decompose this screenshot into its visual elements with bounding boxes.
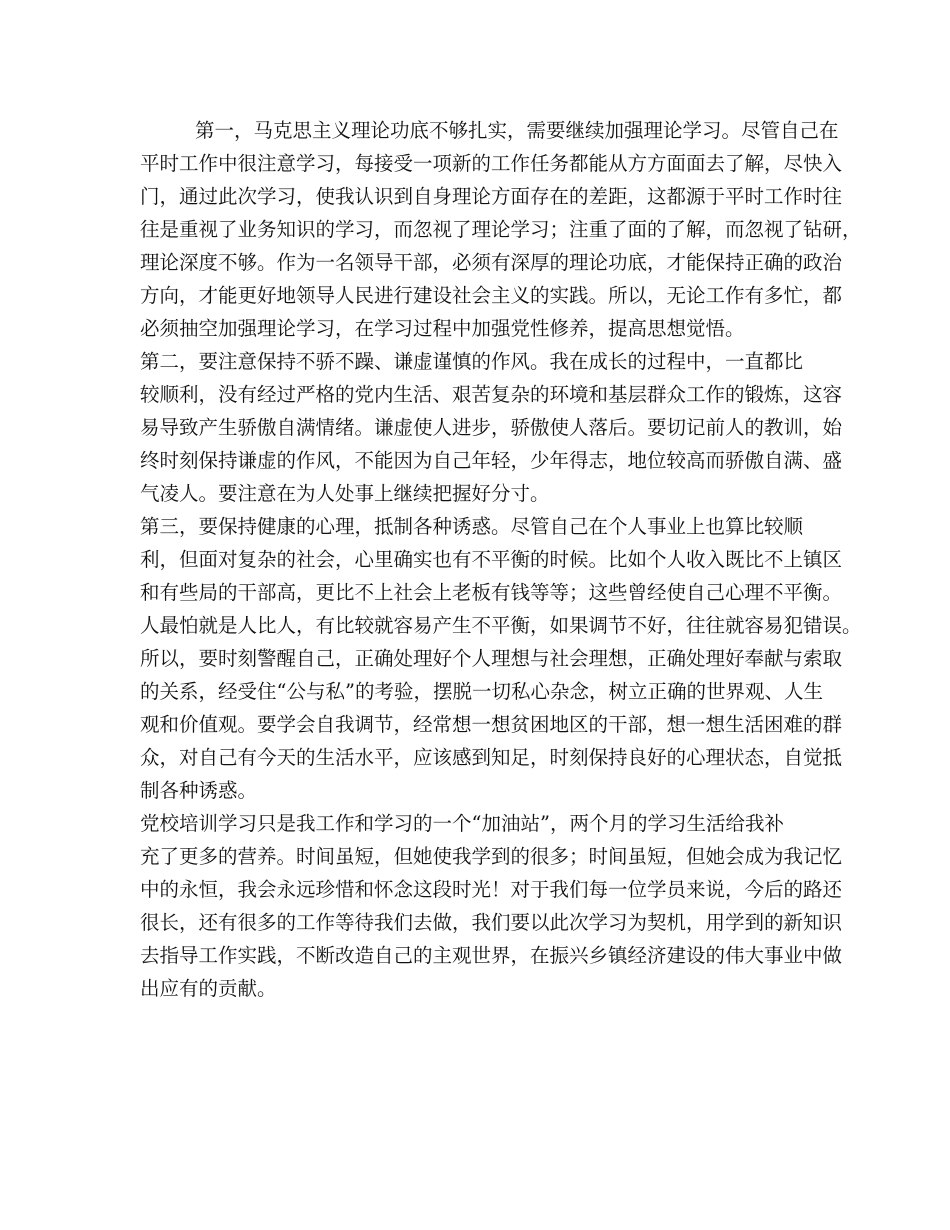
paragraph-1-line-4: 往是重视了业务知识的学习，而忽视了理论学习；注重了面的了解，而忽视了钻研， <box>140 218 862 241</box>
paragraph-3-line-3: 人最怕就是人比人，有比较就容易产生不平衡，如果调节不好，往往就容易犯错误。 <box>140 614 862 637</box>
paragraph-3-line-2: 和有些局的干部高，更比不上社会上老板有钱等等；这些曾经使自己心理不平衡。 <box>140 581 843 604</box>
paragraph-1-line-7: 必须抽空加强理论学习，在学习过程中加强党性修养，提高思想觉悟。 <box>140 317 745 340</box>
paragraph-3-line-6: 观和价值观。要学会自我调节，经常想一想贫困地区的干部，想一想生活困难的群 <box>140 713 843 736</box>
paragraph-1-line-1: 第一，马克思主义理论功底不够扎实，需要继续加强理论学习。尽管自己在 <box>195 119 839 142</box>
paragraph-3-line-4: 所以，要时刻警醒自己，正确处理好个人理想与社会理想，正确处理好奉献与索取 <box>140 647 843 670</box>
paragraph-2-line-2: 较顺利，没有经过严格的党内生活、艰苦复杂的环境和基层群众工作的锻炼，这容 <box>140 383 843 406</box>
paragraph-2-line-1: 第二，要注意保持不骄不躁、谦虚谨慎的作风。我在成长的过程中，一直都比 <box>140 350 804 373</box>
paragraph-3-line-5: 的关系，经受住“公与私”的考验，摆脱一切私心杂念，树立正确的世界观、人生 <box>140 680 823 703</box>
paragraph-3-line-1: 利，但面对复杂的社会，心里确实也有不平衡的时候。比如个人收入既比不上镇区 <box>140 548 843 571</box>
paragraph-1-line-6: 方向，才能更好地领导人民进行建设社会主义的实践。所以，无论工作有多忙，都 <box>140 284 843 307</box>
paragraph-4-line-4: 去指导工作实践，不断改造自己的主观世界，在振兴乡镇经济建设的伟大事业中做 <box>140 944 843 967</box>
paragraph-4-line-2: 中的永恒，我会永远珍惜和怀念这段时光！对于我们每一位学员来说，今后的路还 <box>140 878 843 901</box>
paragraph-4-line-1: 充了更多的营养。时间虽短，但她使我学到的很多；时间虽短，但她会成为我记忆 <box>140 845 843 868</box>
paragraph-4-line-3: 很长，还有很多的工作等待我们去做，我们要以此次学习为契机，用学到的新知识 <box>140 911 843 934</box>
paragraph-2-line-5: 气凌人。要注意在为人处事上继续把握好分寸。 <box>140 482 550 505</box>
paragraph-1-line-3: 门，通过此次学习，使我认识到自身理论方面存在的差距，这都源于平时工作时往 <box>140 185 843 208</box>
paragraph-3-line-8: 制各种诱惑。 <box>140 779 258 802</box>
paragraph-1-line-2: 平时工作中很注意学习，每接受一项新的工作任务都能从方方面面去了解，尽快入 <box>140 152 843 175</box>
paragraph-2-line-4: 终时刻保持谦虚的作风，不能因为自己年轻，少年得志，地位较高而骄傲自满、盛 <box>140 449 843 472</box>
paragraph-1-line-5: 理论深度不够。作为一名领导干部，必须有深厚的理论功底，才能保持正确的政治 <box>140 251 843 274</box>
paragraph-3-line-7: 众，对自己有今天的生活水平，应该感到知足，时刻保持良好的心理状态，自觉抵 <box>140 746 843 769</box>
paragraph-4-line-5: 出应有的贡献。 <box>140 977 277 1000</box>
paragraph-2-line-6: 第三，要保持健康的心理，抵制各种诱惑。尽管自己在个人事业上也算比较顺 <box>140 515 804 538</box>
paragraph-3-line-9: 党校培训学习只是我工作和学习的一个“加油站”，两个月的学习生活给我补 <box>140 812 784 835</box>
paragraph-2-line-3: 易导致产生骄傲自满情绪。谦虚使人进步，骄傲使人落后。要切记前人的教训，始 <box>140 416 843 439</box>
